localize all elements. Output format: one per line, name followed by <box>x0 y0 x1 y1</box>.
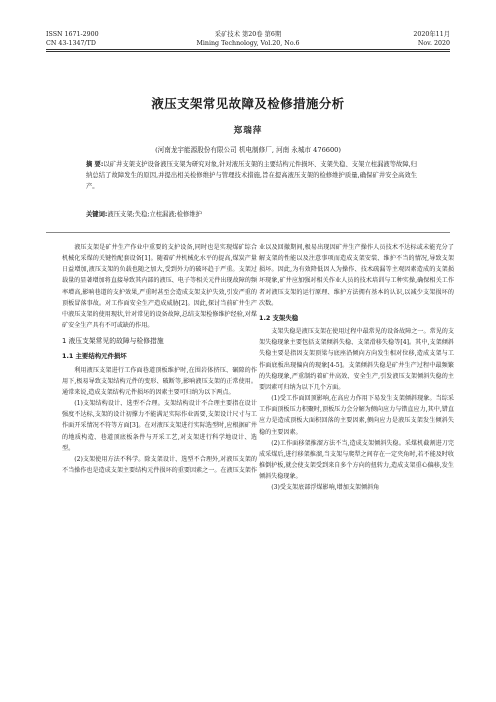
paragraph: (2)支架使用方法不科学。除支架设计、选型不合理外,对液压支架的不当操作也是造成支架主要结构元件损坏的重要因素之一。在液压支架作 <box>62 455 257 474</box>
abstract <box>86 159 417 192</box>
issn: ISSN 1671-2900 <box>46 31 99 38</box>
running-header <box>46 30 450 48</box>
author-affiliation: (河南龙宇能源股份有限公司 机电制修厂, 河南 永城市 476600) <box>155 146 341 154</box>
paragraph: 业以及回撤期间,极易出现因矿井生产操作人员技术不达标或未能充分了解支架的性能以及注意事项而造成支架安装、维护不当的情况,导致支架损坏。因此,为有效降低因人为操作、技术疏漏等主观因素造成的支架损坏现象,矿井应加强对相关作业人员的技术培训与工种实操,确保相关工作者对液压支架的运行原理、维护方法拥有基本的认识,以减少支架损坏的次数。 <box>259 244 454 307</box>
keywords <box>86 209 417 220</box>
keywords-text: 液压支架;失稳;立柱漏液;检修维护 <box>107 211 202 218</box>
body-column-right <box>259 242 454 493</box>
abstract-divider <box>46 232 450 233</box>
issue-date-cn: 2020年11月 <box>413 31 450 38</box>
subsection-heading: 1.2 支架失稳 <box>259 313 299 322</box>
body-column-left <box>62 242 257 476</box>
journal-name-cn: 采矿技术 第20卷 第6期 <box>214 31 282 38</box>
paragraph: 液压支架是矿井生产作业中重要的支护设备,同时也是实现煤矿综合机械化采煤的关键性配套设备[1]。随着矿井机械化水平的提高,煤炭产量日益增加,液压支架的负载也随之加大,受到外力的破坏趋于严重。支架过载量的显著增加将直接导致其内部的液压、电子等相关元件出现故障的频率增高,影响巷道的支护效果,严重时甚至会造成支架支护失效,引发严重的顶板冒落事故。对工作面安全生产造成威胁[2]。因此,探讨当前矿井生产中液压支架的使用现状,针对常见的设备故障,总结支架检修维护经验,对煤矿安全生产具有不可或缺的作用。 <box>62 244 257 330</box>
paragraph: (3)受支架底部浮煤影响,增加支架倾斜角 <box>271 484 380 492</box>
cn-number: CN 43-1347/TD <box>46 40 96 47</box>
section-heading: 1 液压支架常见的故障与检修措施 <box>62 337 164 346</box>
paragraph: 支架失稳是液压支架在使用过程中最常见的设备故障之一。常见的支架失稳现象主要包括支架倾斜失稳、支架滑移失稳等[4]。其中,支架倾斜失稳主要是指因支架顶梁与底座沿倾向方向发生相对位移,造成支架与工作面底板出现偏向的现象[4-5]。支架倾斜失稳是矿井生产过程中最频繁的失稳现象,严重制约着矿井高效、安全生产,引发液压支架倾斜失稳的主要因素可归纳为以下几个方面。 <box>259 328 454 391</box>
paragraph: (2)工作面移架推溜方法不当,造成支架倾斜失稳。采煤机截割进刀完成采煤后,进行移架推溜,当支架与爬犁之间存在一定夹角时,若不能及时收推倒护板,就会使支架受到来自多个方向的扭转力,造成支架重心偏移,发生倾斜失稳现象。 <box>259 439 454 481</box>
paragraph: (1)受工作面回顶影响,在高应力作用下易发生支架倾斜现象。当综采工作面顶板压力积聚时,顶板压力会分解为侧向应力与错直应力,其中,错直应力是造成顶板大面积回落的主要因素,侧向应力是液压支架发生倾斜失稳的主要因素。 <box>259 395 454 436</box>
paper-title: 液压支架常见故障及检修措施分析 <box>151 96 345 111</box>
subsection-heading: 1.1 主要结构元件损坏 <box>62 352 127 361</box>
paragraph: 利用液压支架进行工作面巷道顶板维护时,在围岩体挤压、碾隙的作用下,极易导致支架结构元件的变形、破断等,影响液压支架的正常使用。通常来说,造成支架结构元件损坏的因素主要可归纳为以下两点。 <box>62 366 257 396</box>
issue-date-en: Nov. 2020 <box>417 40 450 47</box>
journal-name-en: Mining Technology, Vol.20, No.6 <box>196 40 300 47</box>
abstract-text: 以矿井支架支护设备液压支架为研究对象,针对液压支架的主要结构元件损坏、支架失稳、支架立柱漏液等故障,归纳总结了故障发生的原因,并提出相关检修维护与管理技术措施,旨在提高液压支架的检修维护质量,确保矿井安全高效生产。 <box>86 161 417 190</box>
keywords-label: 关键词: <box>86 211 108 218</box>
author-name: 郑瑞萍 <box>233 126 263 136</box>
header-rule-thin <box>46 51 450 52</box>
abstract-label: 摘 要: <box>86 161 104 168</box>
header-rule <box>46 49 450 50</box>
paragraph: (1)支架结构设计、选型不合理。支架结构设计不合理主要指在设计强度不达标,支架的设计初撑力不能满足实际作业需要,支架设计尺寸与工作面开采情况不符等方面[3]。在对液压支架进行实际选型时,应根据矿井的地质构造、巷道顶底板条件与开采工艺,对支架进行科学地设计、选型。 <box>62 400 257 452</box>
